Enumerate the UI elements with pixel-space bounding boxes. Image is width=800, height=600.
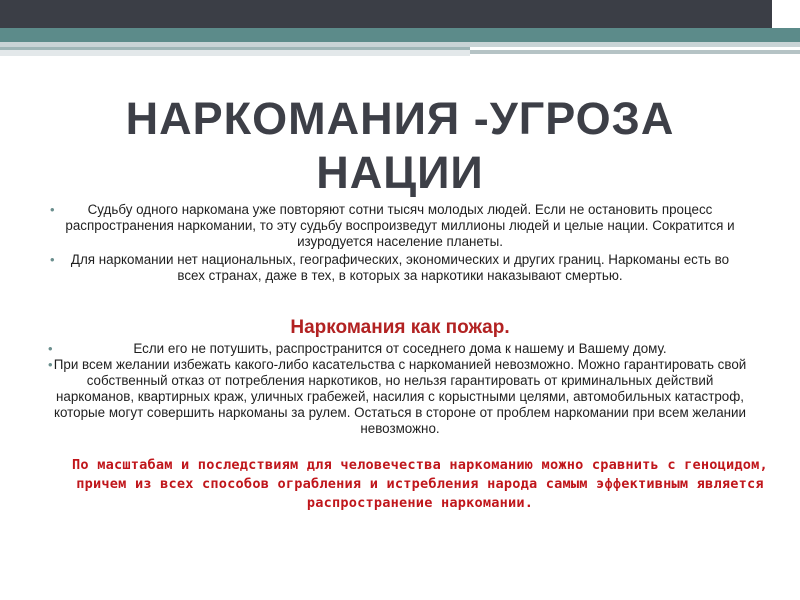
- bullet-icon: •: [50, 202, 55, 217]
- header-bar-dark: [0, 0, 800, 28]
- list-item: [50, 202, 750, 250]
- list-item: [40, 341, 760, 357]
- bullet-icon: •: [48, 357, 53, 372]
- section-subtitle: Наркомания как пожар.: [290, 317, 510, 338]
- slide-title: НАРКОМАНИЯ -УГРОЗА НАЦИИ: [125, 93, 675, 198]
- header-stripe-right: [470, 50, 800, 54]
- list-item: [50, 252, 750, 284]
- conclusion-text: По масштабам и последствиям для человечества наркоманию можно сравнить с геноцидом, причем из всех способов ограбления и истребления народа самым эффективным является распространение наркомании.: [72, 457, 768, 511]
- bullet-text: Для наркомании нет национальных, географических, экономических и других границ. Наркоманы есть во всех странах, даже в тех, в которых за наркотики наказывают смертью.: [70, 252, 730, 283]
- bullet-list-intro: [50, 202, 750, 284]
- bullet-text: Если его не потушить, распространится от соседнего дома к нашему и Вашему дому.: [133, 341, 667, 356]
- bullet-list-fire: [40, 341, 760, 437]
- bullet-icon: •: [48, 341, 53, 356]
- header-bar-teal: [0, 28, 800, 42]
- header-bar-corner: [772, 0, 800, 28]
- list-item: [40, 357, 760, 437]
- bullet-icon: •: [50, 252, 55, 267]
- bullet-text: При всем желании избежать какого-либо касательства с наркоманией невозможно. Можно гарантировать свой собственный отказ от потребления наркотиков, но нельзя гарантировать от криминальных действий наркоманов, квартирных краж, уличных грабежей, насилия с корыстными целями, автомобильных катастроф, которые могут совершить наркоманы за рулем. Остаться в стороне от проблем наркомании при всем желании невозможно.: [53, 357, 747, 436]
- header-stripe-light: [0, 50, 470, 56]
- bullet-text: Судьбу одного наркомана уже повторяют сотни тысяч молодых людей. Если не остановить процесс распространения наркомании, то эту судьбу воспроизведут миллионы людей и целые нации. Сократится и изуродуется население планеты.: [65, 202, 735, 249]
